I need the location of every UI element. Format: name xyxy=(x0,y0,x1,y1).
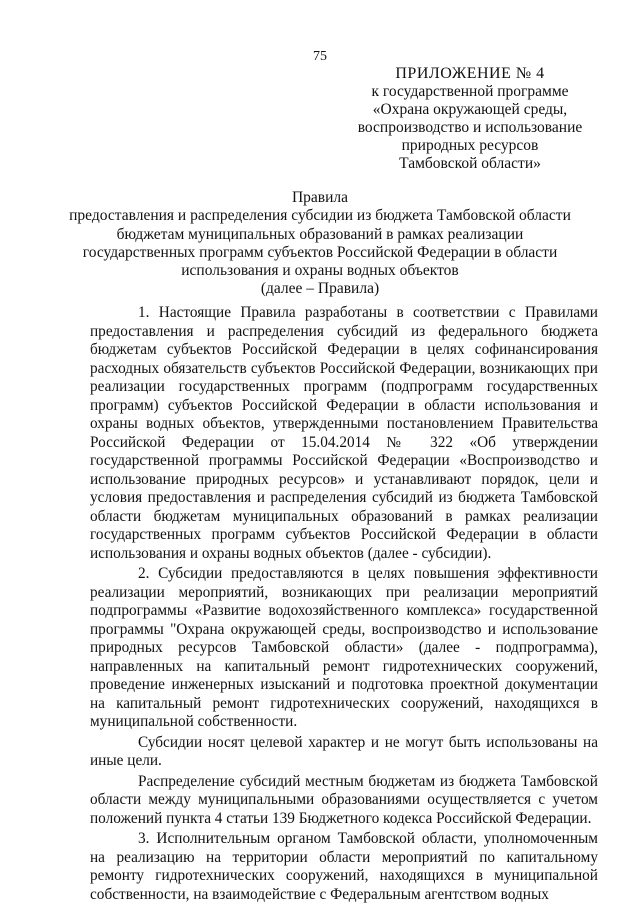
rules-title-line: (далее – Правила) xyxy=(260,280,380,298)
appendix-header xyxy=(340,65,600,173)
paragraph-2-purpose: Субсидии носят целевой характер и не могут быть использованы на иные цели. xyxy=(90,733,598,769)
rules-title-line: государственных программ субъектов Российской Федерации в области xyxy=(82,243,558,261)
appendix-line: природных ресурсов xyxy=(401,137,539,154)
page-number: 75 xyxy=(313,49,327,64)
rules-heading: Правила xyxy=(291,189,349,206)
paragraph-1: 1. Настоящие Правила разработаны в соответствии с Правилами предоставления и распределения субсидий из федерального бюджета бюджетам субъектов Российской Федерации в целях софинансирования расходных обязательств субъектов Российской Федерации, возникающих при реализации государственных программ (подпрограмм государственных программ) субъектов Российской Федерации в области использования и охраны водных объектов, утвержденными постановлением Правительства Российской Федерации от 15.04.2014 № 322 «Об утверждении государственной программы Российской Федерации «Воспроизводство и использование природных ресурсов» и устанавливают порядок, цели и условия предоставления и распределения субсидий из бюджета Тамбовской области бюджетам муниципальных образований в рамках реализации государственных программ субъектов Российской Федерации в области использования и охраны водных объектов (далее - субсидии). xyxy=(90,304,598,562)
rules-title-line: бюджетам муниципальных образований в рамках реализации xyxy=(116,225,524,243)
appendix-title: ПРИЛОЖЕНИЕ № 4 xyxy=(395,65,545,82)
rules-title xyxy=(0,189,640,299)
paragraph-3: 3. Исполнительным органом Тамбовской области, уполномоченным на реализацию на территории области мероприятий по капитальному ремонту гидротехнических сооружений, находящихся в муниципальной собственности, на взаимодействие с Федеральным агентством водных xyxy=(90,830,598,903)
rules-title-line: предоставления и распределения субсидии из бюджета Тамбовской области xyxy=(69,207,571,225)
paragraph-2-distribution: Распределение субсидий местным бюджетам из бюджета Тамбовской области между муниципальными образованиями осуществляется с учетом положений пункта 4 статьи 139 Бюджетного кодекса Российской Федерации. xyxy=(90,772,598,827)
appendix-line: к государственной программе xyxy=(371,83,569,100)
rules-title-line: использования и охраны водных объектов xyxy=(181,262,459,280)
appendix-line: воспроизводство и использование xyxy=(357,119,583,136)
paragraph-2: 2. Субсидии предоставляются в целях повышения эффективности реализации мероприятий, возникающих при реализации мероприятий подпрограммы «Развитие водохозяйственного комплекса» государственной программы "Охрана окружающей среды, воспроизводство и использование природных ресурсов Тамбовской области» (далее - подпрограмма), направленных на капитальный ремонт гидротехнических сооружений, проведение инженерных изысканий и подготовка проектной документации на капитальный ремонт гидротехнических сооружений, находящихся в муниципальной собственности. xyxy=(90,565,598,730)
appendix-line: «Охрана окружающей среды, xyxy=(372,101,568,118)
document-body xyxy=(90,304,598,904)
appendix-line: Тамбовской области» xyxy=(399,155,541,172)
